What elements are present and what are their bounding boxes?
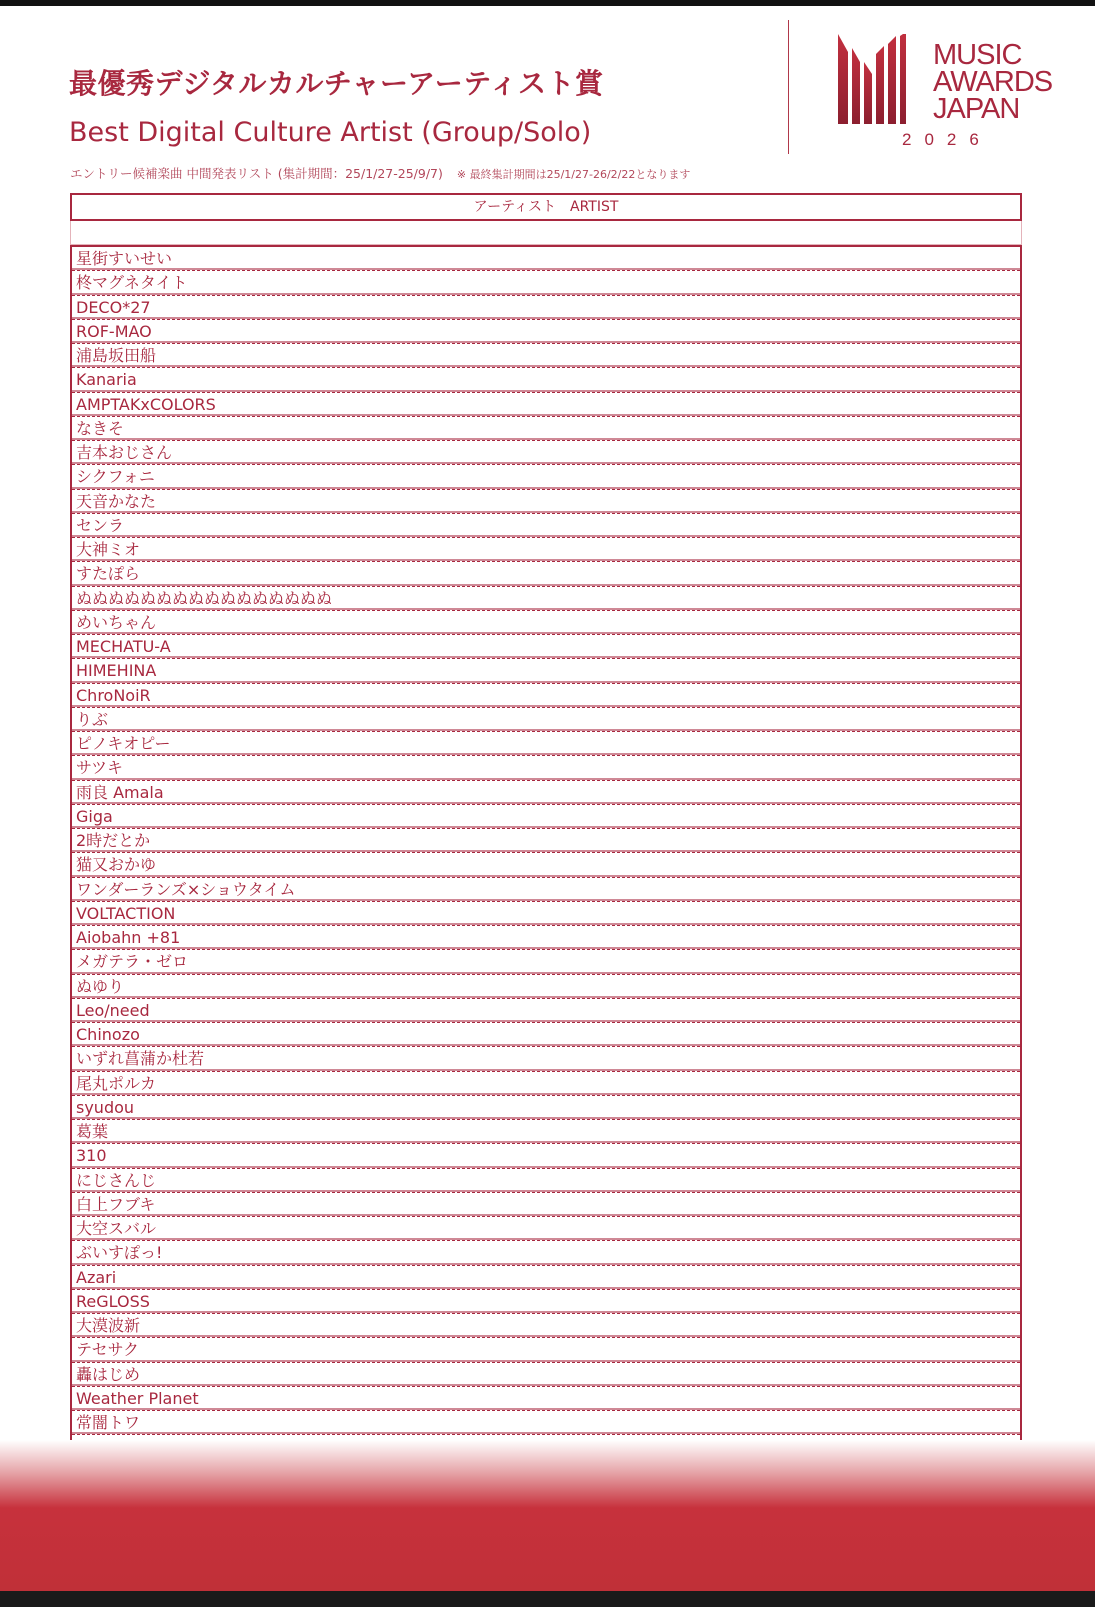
list-item: 葛葉 — [72, 1120, 1020, 1144]
list-item: Azari — [72, 1266, 1020, 1290]
list-item: センラ — [72, 514, 1020, 538]
list-item: MECHATU-A — [72, 635, 1020, 659]
page-title-jp: 最優秀デジタルカルチャーアーティスト賞 — [69, 67, 604, 100]
logo-line-japan: JAPAN — [933, 93, 1020, 125]
page-title-en: Best Digital Culture Artist (Group/Solo) — [69, 117, 592, 148]
list-item: 2時だとか — [72, 829, 1020, 853]
list-item: ピノキオピー — [72, 732, 1020, 756]
logo-wordmark — [933, 39, 1053, 125]
top-border — [0, 0, 1095, 6]
list-item: 大漠波新 — [72, 1314, 1020, 1338]
list-item: テセサク — [72, 1338, 1020, 1362]
list-item: いずれ菖蒲か杜若 — [72, 1047, 1020, 1071]
list-item: 白上フブキ — [72, 1193, 1020, 1217]
list-item: シクフォニ — [72, 465, 1020, 489]
list-item: 常闇トワ — [72, 1411, 1020, 1435]
list-item: 大神ミオ — [72, 538, 1020, 562]
list-item: 柊マグネタイト — [72, 271, 1020, 295]
list-item: 猫又おかゆ — [72, 853, 1020, 877]
list-item: ROF-MAO — [72, 320, 1020, 344]
list-item: AMPTAKxCOLORS — [72, 393, 1020, 417]
logo-line-music: MUSIC — [933, 39, 1022, 71]
list-item: 轟はじめ — [72, 1363, 1020, 1387]
list-item: 浦島坂田船 — [72, 344, 1020, 368]
table-column-header: アーティスト ARTIST — [70, 193, 1022, 221]
list-item: Kanaria — [72, 368, 1020, 392]
list-item: Chinozo — [72, 1023, 1020, 1047]
list-item: Giga — [72, 805, 1020, 829]
subtitle-period: エントリー候補楽曲 中間発表リスト (集計期間：25/1/27-25/9/7) — [70, 166, 443, 181]
list-item: りぶ — [72, 708, 1020, 732]
list-item: にじさんじ — [72, 1169, 1020, 1193]
list-item: 天音かなた — [72, 490, 1020, 514]
table-spacer — [70, 221, 1022, 245]
page-subtitle — [70, 164, 690, 182]
list-item: syudou — [72, 1096, 1020, 1120]
list-item: ReGLOSS — [72, 1290, 1020, 1314]
list-item: 吉本おじさん — [72, 441, 1020, 465]
list-item: ぬぬぬぬぬぬぬぬぬぬぬぬぬぬぬぬ — [72, 587, 1020, 611]
list-item: 大空スバル — [72, 1217, 1020, 1241]
list-item: Aiobahn +81 — [72, 926, 1020, 950]
list-item: HIMEHINA — [72, 659, 1020, 683]
subtitle-note: ※ 最終集計期間は25/1/27-26/2/22となります — [456, 168, 691, 181]
list-item: ぶいすぽっ! — [72, 1241, 1020, 1265]
list-item: 雨良 Amala — [72, 781, 1020, 805]
list-item: なきそ — [72, 417, 1020, 441]
logo-line-awards: AWARDS — [933, 66, 1053, 98]
list-item: ぬゆり — [72, 975, 1020, 999]
list-item: サツキ — [72, 756, 1020, 780]
list-item: ChroNoiR — [72, 684, 1020, 708]
list-item: 尾丸ポルカ — [72, 1072, 1020, 1096]
list-item: DECO*27 — [72, 296, 1020, 320]
list-item: めいちゃん — [72, 611, 1020, 635]
logo-year: 2026 — [902, 130, 992, 149]
list-item: すたぽら — [72, 562, 1020, 586]
list-item: 星街すいせい — [72, 247, 1020, 271]
header-divider — [788, 20, 789, 154]
list-item: ワンダーランズ×ショウタイム — [72, 878, 1020, 902]
decorative-footer-band — [0, 1440, 1095, 1591]
bottom-border — [0, 1591, 1095, 1607]
artist-list — [70, 245, 1022, 1458]
list-item: メガテラ・ゼロ — [72, 950, 1020, 974]
list-item: 310 — [72, 1144, 1020, 1168]
list-item: VOLTACTION — [72, 902, 1020, 926]
list-item: Leo/need — [72, 999, 1020, 1023]
list-item: Weather Planet — [72, 1387, 1020, 1411]
